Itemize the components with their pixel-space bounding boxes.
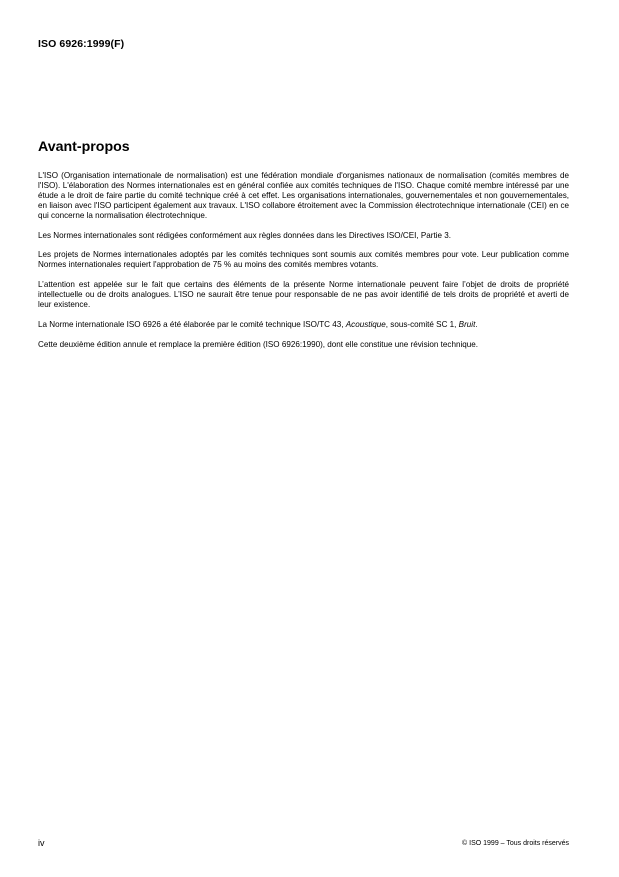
prepared-by-text-a: La Norme internationale ISO 6926 a été élaborée par le comité technique ISO/TC 43, <box>38 319 346 329</box>
paragraph-patent-rights: L’attention est appelée sur le fait que certains des éléments de la présente Norme internationale peuvent faire l’objet de droits de propriété intellectuelle ou de droits analogues. L’ISO ne saurait être tenue pour responsable de ne pas avoir identifié de tels droits de propriété et averti de leur existence. <box>38 280 569 310</box>
section-title: Avant-propos <box>38 139 130 155</box>
foreword-body <box>38 171 569 350</box>
paragraph-edition: Cette deuxième édition annule et remplace la première édition (ISO 6926:1990), dont elle constitue une révision technique. <box>38 339 479 349</box>
subcommittee-bruit: Bruit <box>458 319 476 329</box>
paragraph-voting: Les projets de Normes internationales adoptés par les comités techniques sont soumis aux comités membres pour vote. Leur publication comme Normes internationales requiert l'approbation de 75 % au moins des comités membres votants. <box>38 250 569 270</box>
paragraph-drafting-rules: Les Normes internationales sont rédigées conformément aux règles données dans les Directives ISO/CEI, Partie 3. <box>38 230 451 240</box>
prepared-by-text-c: , sous-comité SC 1, <box>385 319 459 329</box>
page-number: iv <box>38 838 45 848</box>
copyright-notice: © ISO 1999 – Tous droits réservés <box>462 840 569 847</box>
committee-acoustique: Acoustique <box>345 319 386 329</box>
paragraph-prepared-by <box>38 320 569 330</box>
prepared-by-text-e: . <box>475 319 478 329</box>
paragraph-iso-organisation: L'ISO (Organisation internationale de normalisation) est une fédération mondiale d'organismes nationaux de normalisation (comités membres de l'ISO). L'élaboration des Normes internationales est en général confiée aux comités techniques de l'ISO. Chaque comité membre intéressé par une étude a le droit de faire partie du comité technique créé à cet effet. Les organisations internationales, gouvernementales et non gouvernementales, en liaison avec l'ISO participent également aux travaux. L'ISO collabore étroitement avec la Commission électrotechnique internationale (CEI) en ce qui concerne la normalisation électrotechnique. <box>38 171 569 220</box>
document-header-id: ISO 6926:1999(F) <box>38 38 125 50</box>
